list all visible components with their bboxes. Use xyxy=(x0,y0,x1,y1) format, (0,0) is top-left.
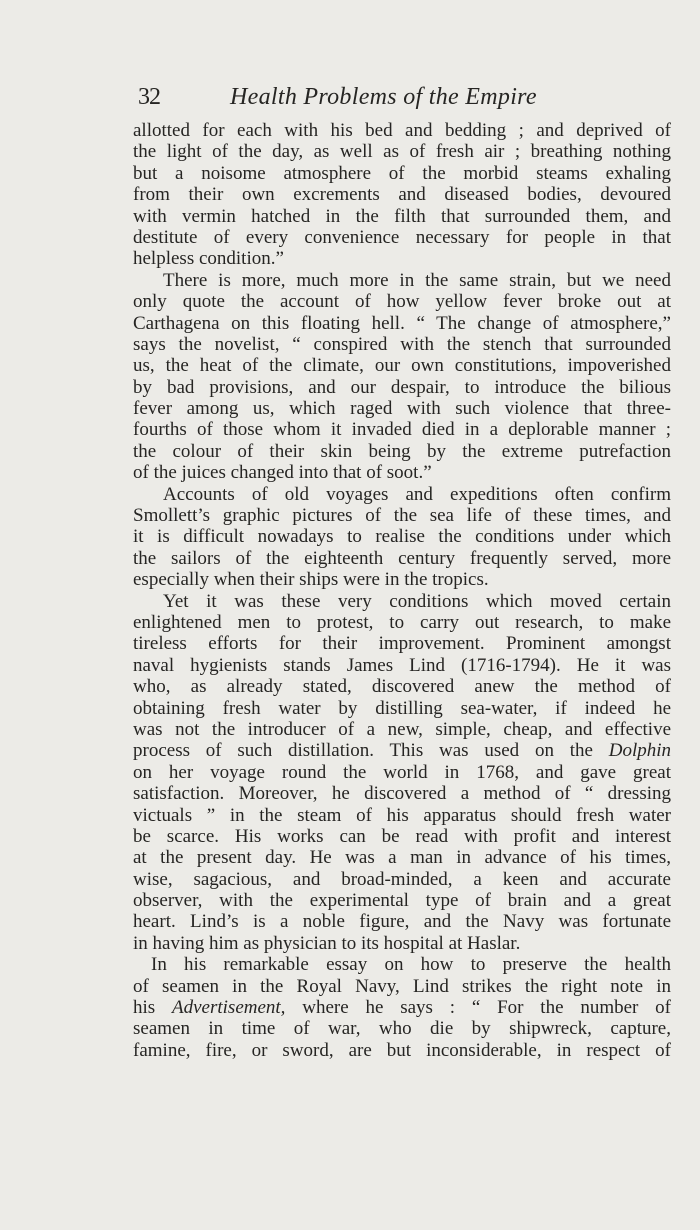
text-line: by bad provisions, and our despair, to introduce the bilious xyxy=(133,376,671,398)
text-line: was not the introducer of a new, simple, cheap, and effective xyxy=(133,718,671,740)
text-line: it is difficult nowadays to realise the conditions under which xyxy=(133,526,671,548)
text-line: fourths of those whom it invaded died in a deplorable manner ; xyxy=(133,419,671,441)
text-line: says the novelist, “ conspired with the stench that surrounded xyxy=(133,333,671,355)
text-line: heart. Lind’s is a noble figure, and the Navy was fortunate xyxy=(133,911,671,933)
text-line: the light of the day, as well as of fresh air ; breathing nothing xyxy=(133,141,671,163)
text-line: destitute of every convenience necessary for people in that xyxy=(133,226,671,248)
text-line-with-italic xyxy=(133,997,671,1018)
text-line: in having him as physician to its hospital at Haslar. xyxy=(133,932,521,954)
text-line: observer, with the experimental type of brain and a great xyxy=(133,890,671,912)
running-header xyxy=(138,82,574,112)
text-line: at the present day. He was a man in advance of his times, xyxy=(133,847,671,869)
text-line: with vermin hatched in the filth that surrounded them, and xyxy=(133,205,671,227)
text-line: Accounts of old voyages and expeditions often confirm xyxy=(163,483,671,505)
running-title: Health Problems of the Empire xyxy=(230,84,537,110)
text-line: victuals ” in the steam of his apparatus should fresh water xyxy=(133,804,671,826)
text-line: naval hygienists stands James Lind (1716-1794). He it was xyxy=(133,654,671,676)
text-line: only quote the account of how yellow fever broke out at xyxy=(133,291,671,313)
text-line: on her voyage round the world in 1768, and gave great xyxy=(133,761,671,783)
text-line: who, as already stated, discovered anew the method of xyxy=(133,676,671,698)
text-line: Carthagena on this floating hell. “ The change of atmosphere,” xyxy=(133,312,671,334)
text-line: Smollett’s graphic pictures of the sea life of these times, and xyxy=(133,505,671,527)
text-line: from their own excrements and diseased bodies, devoured xyxy=(133,184,671,206)
text-line: of the juices changed into that of soot.” xyxy=(133,462,432,484)
text-segment: his xyxy=(133,997,156,1019)
body-text xyxy=(133,120,671,1061)
text-line: the sailors of the eighteenth century frequently served, more xyxy=(133,547,671,569)
advertisement-italic: Advertisement, xyxy=(172,997,286,1019)
text-line: enlightened men to protest, to carry out research, to make xyxy=(133,611,671,633)
text-line: tireless efforts for their improvement. Prominent amongst xyxy=(133,633,671,655)
text-line: especially when their ships were in the tropics. xyxy=(133,569,489,591)
text-segment: process of such distillation. This was used on the xyxy=(133,740,593,762)
text-line: obtaining fresh water by distilling sea-water, if indeed he xyxy=(133,697,671,719)
text-line: seamen in time of war, who die by shipwreck, capture, xyxy=(133,1018,671,1040)
text-line: Yet it was these very conditions which moved certain xyxy=(163,590,671,612)
text-line: of seamen in the Royal Navy, Lind strikes the right note in xyxy=(133,975,671,997)
text-line: satisfaction. Moreover, he discovered a method of “ dressing xyxy=(133,783,671,805)
text-line: famine, fire, or sword, are but inconsiderable, in respect of xyxy=(133,1039,671,1061)
text-line: fever among us, which raged with such violence that three- xyxy=(133,398,671,420)
text-line: but a noisome atmosphere of the morbid steams exhaling xyxy=(133,162,671,184)
text-line: allotted for each with his bed and bedding ; and deprived of xyxy=(133,120,671,141)
ship-name-italic: Dolphin xyxy=(608,740,671,762)
text-line: helpless condition.” xyxy=(133,248,284,270)
page-number: 32 xyxy=(138,84,160,110)
text-line: In his remarkable essay on how to preserve the health xyxy=(151,954,671,976)
text-line: the colour of their skin being by the extreme putrefaction xyxy=(133,440,671,462)
text-line: be scarce. His works can be read with profit and interest xyxy=(133,825,671,847)
text-line-with-italic xyxy=(133,740,671,761)
text-line: us, the heat of the climate, our own constitutions, impoverished xyxy=(133,355,671,377)
text-line: There is more, much more in the same strain, but we need xyxy=(163,269,671,291)
text-line: wise, sagacious, and broad-minded, a keen and accurate xyxy=(133,868,671,890)
text-segment: where he says : “ For the number of xyxy=(302,997,671,1019)
